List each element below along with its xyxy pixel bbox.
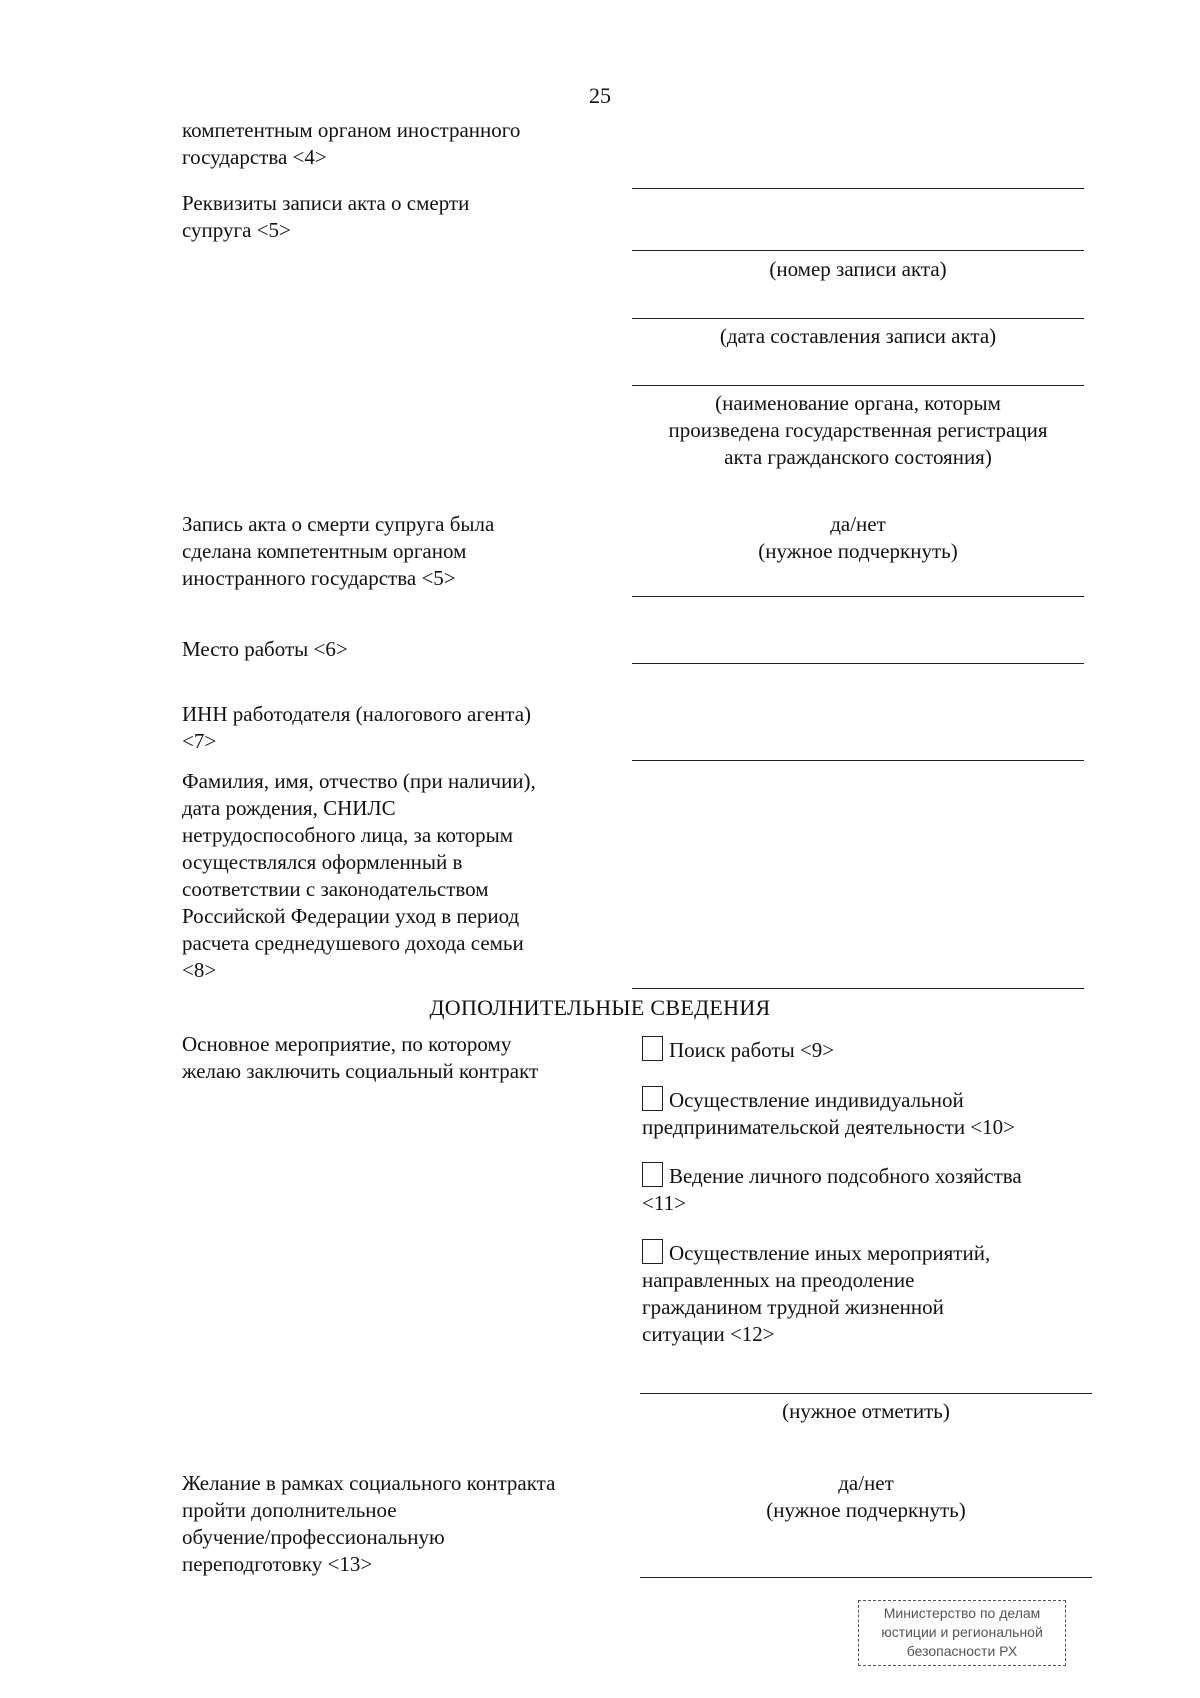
yes-no-text[interactable]: да/нет bbox=[830, 512, 886, 536]
page-number: 25 bbox=[589, 83, 611, 108]
label-line: Российской Федерации уход в период bbox=[182, 904, 520, 928]
fill-line-foreign-record[interactable] bbox=[632, 596, 1084, 597]
label-line: государства <4> bbox=[182, 145, 327, 169]
label-line: желаю заключить социальный контракт bbox=[182, 1059, 539, 1083]
option-text: направленных на преодоление bbox=[642, 1268, 915, 1292]
field-label-death-record-details bbox=[182, 190, 622, 244]
yes-no-choice-foreign-record[interactable] bbox=[632, 511, 1084, 565]
ministry-stamp bbox=[858, 1600, 1066, 1666]
option-text: Ведение личного подсобного хозяйства bbox=[669, 1164, 1022, 1188]
field-label-training-wish bbox=[182, 1470, 622, 1578]
label-line: <8> bbox=[182, 958, 217, 982]
option-text: предпринимательской деятельности <10> bbox=[642, 1115, 1015, 1139]
fill-line-main-activity[interactable] bbox=[640, 1393, 1092, 1394]
checkbox-job-search[interactable] bbox=[642, 1036, 663, 1061]
label-line: Фамилия, имя, отчество (при наличии), bbox=[182, 769, 536, 793]
stamp-line: безопасности РХ bbox=[906, 1643, 1018, 1659]
label-line: <7> bbox=[182, 729, 217, 753]
checkbox-other-measures[interactable] bbox=[642, 1239, 663, 1264]
yes-no-text[interactable]: да/нет bbox=[838, 1471, 894, 1495]
label-line: Запись акта о смерти супруга была bbox=[182, 512, 495, 536]
caption-line: (наименование органа, которым bbox=[715, 391, 1001, 415]
option-text: ситуации <12> bbox=[642, 1322, 775, 1346]
label-line: обучение/профессиональную bbox=[182, 1525, 445, 1549]
caption-record-date: (дата составления записи акта) bbox=[719, 324, 997, 348]
label-line: ИНН работодателя (налогового агента) bbox=[182, 702, 532, 726]
label-line: переподготовку <13> bbox=[182, 1552, 373, 1576]
field-label-incapacitated-person bbox=[182, 768, 622, 984]
caption-registering-authority bbox=[632, 390, 1084, 471]
fill-line-record-number[interactable] bbox=[632, 250, 1084, 251]
caption-record-number: (номер записи акта) bbox=[769, 257, 947, 281]
fill-line-record-date[interactable] bbox=[632, 318, 1084, 319]
label-line: сделана компетентным органом bbox=[182, 539, 467, 563]
label-line: нетрудоспособного лица, за которым bbox=[182, 823, 514, 847]
label-line: иностранного государства <5> bbox=[182, 566, 456, 590]
label-line: расчета среднедушевого дохода семьи bbox=[182, 931, 524, 955]
fill-line-foreign-authority[interactable] bbox=[632, 188, 1084, 189]
label-line: супруга <5> bbox=[182, 218, 291, 242]
label-line: компетентным органом иностранного bbox=[182, 118, 521, 142]
field-label-death-record-foreign bbox=[182, 511, 622, 592]
yes-no-choice-training[interactable] bbox=[640, 1470, 1092, 1524]
caption-line: произведена государственная регистрация bbox=[668, 418, 1048, 442]
underline-hint: (нужное подчеркнуть) bbox=[758, 539, 958, 563]
fill-line-registering-authority[interactable] bbox=[632, 385, 1084, 386]
option-text: Поиск работы <9> bbox=[669, 1038, 835, 1062]
option-job-search[interactable] bbox=[642, 1036, 1102, 1064]
option-personal-farming[interactable] bbox=[642, 1162, 1102, 1217]
label-line: Место работы <6> bbox=[182, 637, 348, 661]
label-line: пройти дополнительное bbox=[182, 1498, 397, 1522]
label-line: Реквизиты записи акта о смерти bbox=[182, 191, 470, 215]
fill-line-incapacitated-person[interactable] bbox=[632, 988, 1084, 989]
caption-mark-needed: (нужное отметить) bbox=[782, 1399, 950, 1423]
option-text: гражданином трудной жизненной bbox=[642, 1295, 944, 1319]
stamp-line: Министерство по делам bbox=[883, 1605, 1041, 1621]
option-text: Осуществление иных мероприятий, bbox=[669, 1241, 991, 1265]
label-line: соответствии с законодательством bbox=[182, 877, 489, 901]
option-other-measures[interactable] bbox=[642, 1239, 1102, 1348]
option-text: Осуществление индивидуальной bbox=[669, 1088, 964, 1112]
fill-line-employer-inn[interactable] bbox=[632, 760, 1084, 761]
caption-line: акта гражданского состояния) bbox=[724, 445, 992, 469]
checkbox-entrepreneurship[interactable] bbox=[642, 1086, 663, 1111]
field-label-foreign-authority-cont bbox=[182, 117, 622, 171]
section-heading-additional-info: ДОПОЛНИТЕЛЬНЫЕ СВЕДЕНИЯ bbox=[429, 995, 771, 1020]
fill-line-workplace[interactable] bbox=[632, 663, 1084, 664]
field-label-employer-inn bbox=[182, 701, 622, 755]
stamp-line: юстиции и региональной bbox=[881, 1624, 1043, 1640]
label-line: осуществлялся оформленный в bbox=[182, 850, 463, 874]
label-line: Основное мероприятие, по которому bbox=[182, 1032, 512, 1056]
fill-line-training-wish[interactable] bbox=[640, 1577, 1092, 1578]
label-line: дата рождения, СНИЛС bbox=[182, 796, 396, 820]
option-text: <11> bbox=[642, 1191, 686, 1215]
checkbox-personal-farming[interactable] bbox=[642, 1162, 663, 1187]
field-label-main-activity bbox=[182, 1031, 622, 1085]
field-label-workplace bbox=[182, 636, 622, 663]
underline-hint: (нужное подчеркнуть) bbox=[766, 1498, 966, 1522]
option-entrepreneurship[interactable] bbox=[642, 1086, 1102, 1141]
label-line: Желание в рамках социального контракта bbox=[182, 1471, 556, 1495]
